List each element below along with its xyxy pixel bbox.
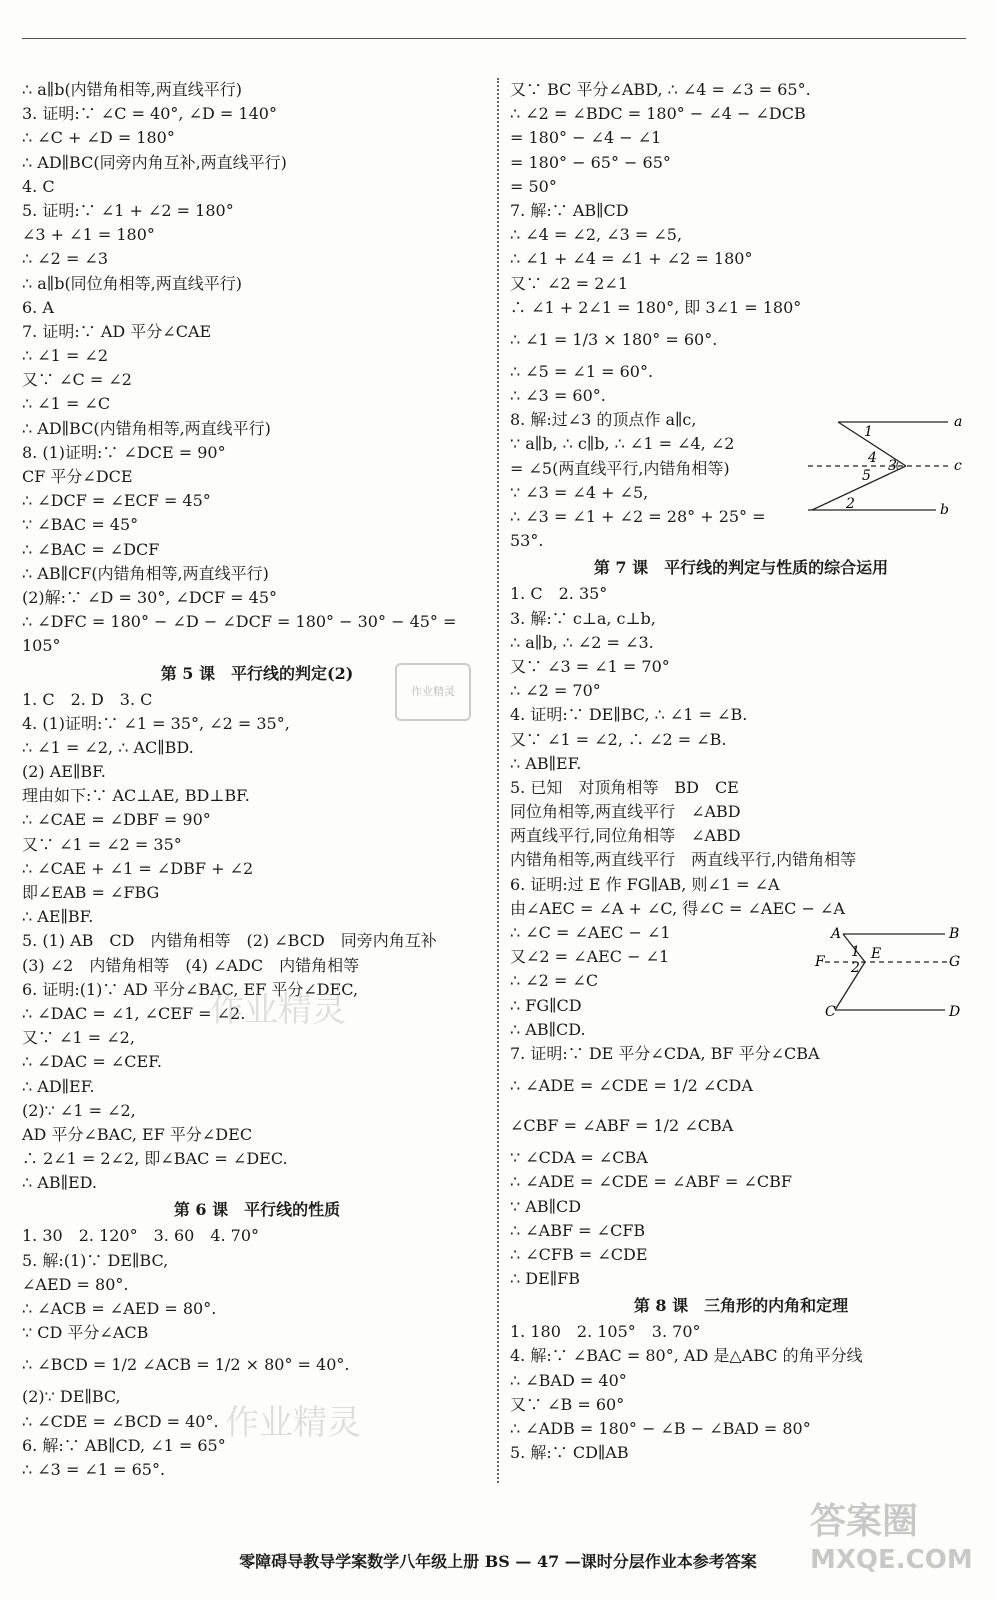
answer-line: 由∠AEC = ∠A + ∠C, 得∠C = ∠AEC − ∠A — [510, 898, 845, 918]
header-rule — [22, 38, 966, 39]
page-footer: 零障碍导教导学案数学八年级上册 BS — 47 —课时分层作业本参考答案 — [239, 1552, 757, 1571]
label-G: G — [949, 954, 961, 970]
answer-line: ∠CBF = ∠ABF = 1/2 ∠CBA — [510, 1116, 734, 1136]
parallel-lines-figure-1 — [808, 410, 964, 520]
answer-line: 1. C 2. D 3. C — [22, 689, 153, 709]
answer-line: ∴ AD∥BC(内错角相等,两直线平行) — [22, 418, 271, 438]
label-b: b — [940, 502, 949, 518]
answer-line: (2)∵ DE∥BC, — [22, 1387, 121, 1407]
answer-line: ∴ ∠ADE = ∠CDE = ∠ABF = ∠CBF — [510, 1172, 792, 1192]
answer-line: 6. 证明:(1)∵ AD 平分∠BAC, EF 平分∠DEC, — [22, 979, 359, 999]
label-F: F — [815, 954, 825, 970]
answer-line: 1. 30 2. 120° 3. 60 4. 70° — [22, 1226, 260, 1246]
answer-line: = ∠5(两直线平行,内错角相等) — [510, 458, 730, 478]
answer-line: 5. (1) AB CD 内错角相等 (2) ∠BCD 同旁内角互补 — [22, 931, 437, 951]
answer-line: ∴ ∠BCD = 1/2 ∠ACB = 1/2 × 80° = 40°. — [22, 1355, 350, 1375]
answer-line: ∴ ∠C = ∠AEC − ∠1 — [510, 923, 671, 942]
answer-line: ∴ ∠2 = ∠3 — [22, 249, 109, 269]
section-heading: 第 6 课 平行线的性质 — [173, 1200, 341, 1220]
label-c: c — [954, 458, 962, 474]
answer-line: ∴ ∠ACB = ∠AED = 80°. — [22, 1299, 217, 1318]
label-E: E — [871, 946, 882, 962]
label-5: 5 — [862, 468, 871, 484]
answer-line: 内错角相等,两直线平行 两直线平行,内错角相等 — [510, 850, 857, 870]
answer-line: (2)解:∵ ∠D = 30°, ∠DCF = 45° — [22, 587, 278, 607]
answer-line: ∴ ∠DAC = ∠1, ∠CEF = ∠2. — [22, 1003, 246, 1023]
answer-line: ∴ ∠BAD = 40° — [510, 1370, 627, 1390]
answer-line: ∴ ∠1 = ∠2, ∴ AC∥BD. — [22, 737, 194, 757]
watermark: 作业精灵 — [210, 990, 346, 1030]
answer-line: ∴ AB∥CD. — [510, 1019, 586, 1039]
answer-line: ∴ ∠CAE + ∠1 = ∠DBF + ∠2 — [22, 858, 254, 878]
answer-line: ∴ ∠1 + 2∠1 = 180°, 即 3∠1 = 180° — [510, 297, 802, 317]
answer-line: ∴ ∠1 + ∠4 = ∠1 + ∠2 = 180° — [510, 249, 753, 269]
answer-line: 6. 解:∵ AB∥CD, ∠1 = 65° — [22, 1435, 226, 1455]
answer-line: ∴ ∠1 = 1/3 × 180° = 60°. — [510, 329, 718, 349]
label-D: D — [949, 1004, 961, 1020]
answer-line: 又∵ ∠2 = 2∠1 — [510, 273, 629, 293]
answer-line: ∵ ∠BAC = 45° — [22, 515, 139, 535]
answer-line: 又∵ ∠B = 60° — [510, 1394, 625, 1414]
column-divider — [497, 78, 499, 1483]
answer-line: ∴ ∠2 = 70° — [510, 681, 601, 701]
answer-line: ∴ DE∥FB — [510, 1269, 581, 1289]
answer-line: ∴ a∥b, ∴ ∠2 = ∠3. — [510, 632, 654, 652]
answer-line: 又∵ ∠1 = ∠2 = 35° — [22, 834, 182, 854]
answer-line: (3) ∠2 内错角相等 (4) ∠ADC 内错角相等 — [22, 955, 360, 975]
answer-line: ∴ ∠5 = ∠1 = 60°. — [510, 361, 654, 381]
label-B: B — [949, 926, 960, 942]
answer-line: ∴ ∠DFC = 180° − ∠D − ∠DCF = 180° − 30° − 45° = — [22, 612, 457, 632]
answer-line: 8. 解:过∠3 的顶点作 a∥c, — [510, 410, 697, 430]
answer-line: 6. A — [22, 297, 54, 317]
label-4: 4 — [868, 450, 877, 466]
answer-line: ∴ ∠BAC = ∠DCF — [22, 539, 160, 559]
answer-line: = 180° − 65° − 65° — [510, 152, 671, 172]
answer-line: (2) AE∥BF. — [22, 762, 106, 782]
answer-line: 6. 证明:过 E 作 FG∥AB, 则∠1 = ∠A — [510, 874, 780, 894]
answer-line: 5. 证明:∵ ∠1 + ∠2 = 180° — [22, 200, 234, 220]
answer-line: 4. (1)证明:∵ ∠1 = 35°, ∠2 = 35°, — [22, 713, 290, 733]
answer-line: ∴ ∠CDE = ∠BCD = 40°. — [22, 1411, 219, 1431]
answer-line: AD 平分∠BAC, EF 平分∠DEC — [22, 1124, 253, 1144]
answer-line: ∴ ∠CAE = ∠DBF = 90° — [22, 810, 211, 830]
answer-line: 即∠EAB = ∠FBG — [22, 883, 160, 902]
answer-line: CF 平分∠DCE — [22, 467, 133, 486]
answer-line: ∠3 + ∠1 = 180° — [22, 225, 155, 245]
answer-line: ∴ ∠DAC = ∠CEF. — [22, 1052, 162, 1072]
answer-line: 两直线平行,同位角相等 ∠ABD — [510, 826, 741, 846]
answer-line: = 180° − ∠4 − ∠1 — [510, 128, 662, 148]
answer-line: ∴ ∠3 = ∠1 + ∠2 = 28° + 25° = — [510, 507, 766, 526]
answer-line: ∴ FG∥CD — [510, 995, 582, 1015]
answer-line: ∴ AD∥EF. — [22, 1076, 95, 1096]
answer-line: ∠AED = 80°. — [22, 1274, 129, 1294]
answer-line: 又∵ ∠3 = ∠1 = 70° — [510, 656, 670, 676]
answer-line: ∴ AB∥CF(内错角相等,两直线平行) — [22, 563, 269, 583]
answer-line: ∵ a∥b, ∴ c∥b, ∴ ∠1 = ∠4, ∠2 — [510, 434, 735, 454]
answer-line: ∴ a∥b(同位角相等,两直线平行) — [22, 273, 243, 293]
answer-line: 又∵ BC 平分∠ABD, ∴ ∠4 = ∠3 = 65°. — [510, 80, 811, 99]
answer-line: ∵ AB∥CD — [510, 1196, 582, 1216]
answer-line: ∴ 2∠1 = 2∠2, 即∠BAC = ∠DEC. — [22, 1149, 288, 1169]
answer-line: 3. 解:∵ c⊥a, c⊥b, — [510, 608, 656, 628]
stamp-watermark: 作业精灵 — [395, 663, 471, 721]
label-3: 3 — [888, 458, 897, 474]
answer-line: 1. 180 2. 105° 3. 70° — [510, 1322, 701, 1342]
answer-line: 4. 解:∵ ∠BAC = 80°, AD 是△ABC 的角平分线 — [510, 1346, 863, 1366]
answer-line: ∵ ∠3 = ∠4 + ∠5, — [510, 482, 649, 502]
answer-line: 理由如下:∵ AC⊥AE, BD⊥BF. — [22, 786, 250, 806]
answer-line: 5. 已知 对顶角相等 BD CE — [510, 777, 739, 797]
answer-line: 5. 解:∵ CD∥AB — [510, 1443, 629, 1463]
answer-line: ∴ AB∥ED. — [22, 1173, 97, 1193]
parallel-lines-figure-2 — [815, 920, 965, 1020]
answer-line: 又∵ ∠1 = ∠2, ∴ ∠2 = ∠B. — [510, 729, 727, 749]
answer-line: 5. 解:(1)∵ DE∥BC, — [22, 1250, 169, 1270]
label-C: C — [825, 1004, 836, 1020]
answer-line: 4. C — [22, 176, 55, 196]
label-2: 2 — [851, 960, 860, 976]
answer-line: 1. C 2. 35° — [510, 584, 608, 604]
answer-line: 7. 证明:∵ DE 平分∠CDA, BF 平分∠CBA — [510, 1043, 820, 1063]
section-heading: 第 8 课 三角形的内角和定理 — [633, 1296, 849, 1316]
label-a: a — [954, 414, 963, 430]
answer-line: (2)∵ ∠1 = ∠2, — [22, 1100, 136, 1120]
answer-line: 4. 证明:∵ DE∥BC, ∴ ∠1 = ∠B. — [510, 705, 748, 725]
left-column — [22, 78, 492, 1482]
answer-line: ∴ ∠ABF = ∠CFB — [510, 1220, 646, 1240]
answer-line: ∴ ∠CFB = ∠CDE — [510, 1244, 648, 1264]
answer-line: 3. 证明:∵ ∠C = 40°, ∠D = 140° — [22, 104, 277, 124]
answer-line: ∴ ∠C + ∠D = 180° — [22, 128, 175, 148]
answer-line: ∵ ∠CDA = ∠CBA — [510, 1148, 648, 1168]
answer-line: 53°. — [510, 531, 544, 551]
corner-watermark-logo: 答案圈 MXQE.COM — [810, 1501, 973, 1575]
answer-line: 105° — [22, 636, 61, 656]
answer-line: 又∠2 = ∠AEC − ∠1 — [510, 947, 670, 967]
answer-line: = 50° — [510, 176, 557, 196]
answer-line: ∴ ∠3 = ∠1 = 65°. — [22, 1459, 166, 1479]
answer-line: ∴ ∠DCF = ∠ECF = 45° — [22, 491, 211, 511]
answer-line: ∴ ∠1 = ∠C — [22, 394, 111, 414]
answer-line: ∴ AE∥BF. — [22, 907, 94, 927]
label-A: A — [831, 926, 842, 942]
section-heading: 第 5 课 平行线的判定(2) — [160, 663, 354, 683]
section-heading: 第 7 课 平行线的判定与性质的综合运用 — [593, 558, 889, 578]
right-column — [510, 78, 972, 1465]
answer-line: 又∵ ∠C = ∠2 — [22, 370, 132, 390]
answer-line: 7. 证明:∵ AD 平分∠CAE — [22, 321, 212, 341]
answer-line: ∴ AD∥BC(同旁内角互补,两直线平行) — [22, 152, 287, 172]
answer-line: 同位角相等,两直线平行 ∠ABD — [510, 802, 741, 822]
answer-line: ∴ ∠2 = ∠BDC = 180° − ∠4 − ∠DCB — [510, 104, 806, 124]
answer-line: ∴ ∠2 = ∠C — [510, 971, 599, 991]
answer-line: ∴ ∠3 = 60°. — [510, 386, 606, 406]
answer-line: ∴ a∥b(内错角相等,两直线平行) — [22, 80, 243, 99]
answer-line: ∴ ∠ADB = 180° − ∠B − ∠BAD = 80° — [510, 1419, 811, 1438]
answer-line: ∴ ∠4 = ∠2, ∠3 = ∠5, — [510, 225, 683, 245]
answer-line: ∴ AB∥EF. — [510, 753, 582, 773]
answer-line: 又∵ ∠1 = ∠2, — [22, 1028, 135, 1048]
label-2: 2 — [846, 496, 855, 512]
answer-line: 8. (1)证明:∵ ∠DCE = 90° — [22, 442, 226, 462]
label-1: 1 — [851, 944, 860, 960]
watermark: 作业精灵 — [225, 1403, 361, 1443]
answer-line: ∵ CD 平分∠ACB — [22, 1323, 149, 1343]
answer-line: ∴ ∠1 = ∠2 — [22, 346, 109, 366]
answer-line: ∴ ∠ADE = ∠CDE = 1/2 ∠CDA — [510, 1076, 753, 1096]
label-1: 1 — [864, 424, 873, 440]
answer-line: 7. 解:∵ AB∥CD — [510, 200, 629, 220]
